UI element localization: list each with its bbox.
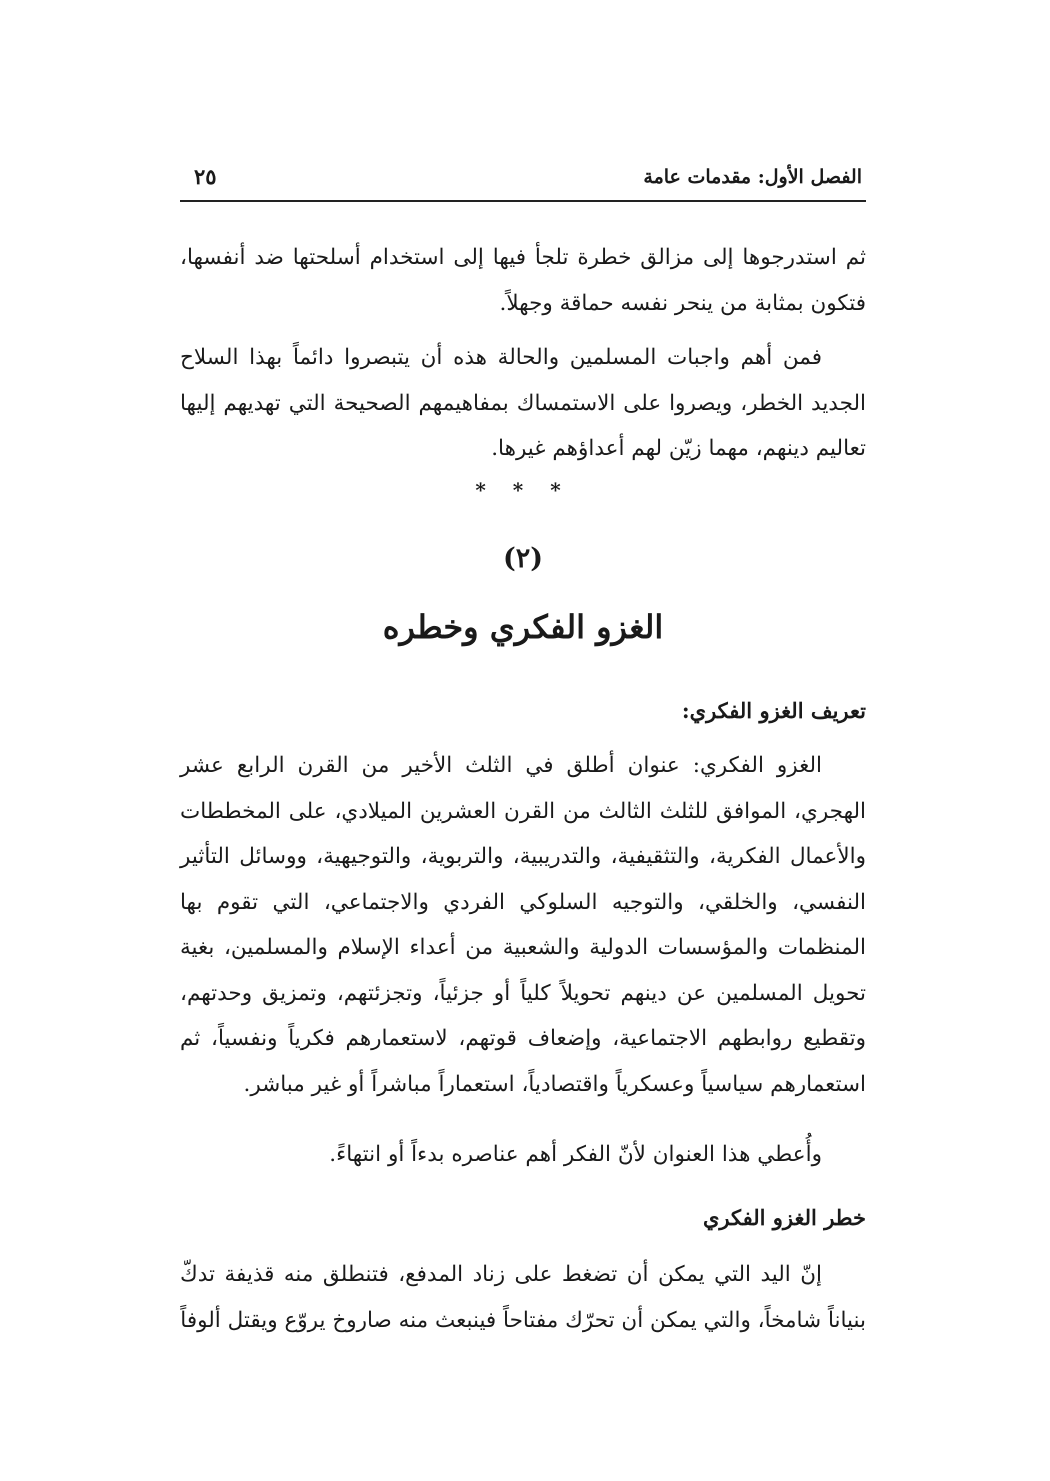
- definition-note: وأُعطي هذا العنوان لأنّ الفكر أهم عناصره بدءاً أو انتهاءً.: [329, 1142, 822, 1167]
- section-separator: * * *: [475, 478, 571, 502]
- danger-heading: خطر الغزو الفكري: [703, 1205, 866, 1230]
- running-head: الفصل الأول: مقدمات عامة: [643, 166, 862, 188]
- definition-paragraph: الغزو الفكري: عنوان أطلق في الثلث الأخير من القرن الرابع عشر الهجري، الموافق للثلث الثالث من القرن العشرين الميلادي، على المخططات والأعمال الفكرية، والتثقيفية، والتدريبية، والتربوية، والتوجيهية، ووسائل التأثير النفسي، والخلقي، والتوجيه السلوكي الفردي والاجتماعي، التي تقوم بها المنظمات والمؤسسات الدولية والشعبية من أعداء الإسلام والمسلمين، بغية تحويل المسلمين عن دينهم تحويلاً كلياً أو جزئياً، وتجزئتهم، وتمزيق وحدتهم، وتقطيع روابطهم الاجتماعية، وإضعاف قوتهم، لاستعمارهم فكرياً ونفسياً، ثم استعمارهم سياسياً وعسكرياً واقتصادياً، استعماراً مباشراً أو غير مباشر.: [180, 753, 866, 1097]
- page-number: ٢٥: [194, 164, 217, 189]
- danger-paragraph: إنّ اليد التي يمكن أن تضغط على زناد المدفع، فتنطلق منه قذيفة تدكّ بنياناً شامخاً، والتي يمكن أن تحرّك مفتاحاً فينبعث منه صاروخ يروّع ويقتل ألوفاً: [180, 1262, 866, 1333]
- section-title: الغزو الفكري وخطره: [382, 608, 664, 646]
- section-number: (٢): [502, 543, 544, 574]
- paragraph-continuation: ثم استدرجوها إلى مزالق خطرة تلجأ فيها إلى استخدام أسلحتها ضد أنفسها، فتكون بمثابة من ينحر نفسه حماقة وجهلاً.: [180, 245, 866, 316]
- page-header: [180, 162, 866, 202]
- paragraph-duties: فمن أهم واجبات المسلمين والحالة هذه أن يتبصروا دائماً بهذا السلاح الجديد الخطر، ويصروا على الاستمساك بمفاهيمهم الصحيحة التي تهديهم إليها تعاليم دينهم، مهما زيّن لهم أعداؤهم غيرها.: [180, 345, 866, 461]
- definition-heading: تعريف الغزو الفكري:: [681, 698, 866, 723]
